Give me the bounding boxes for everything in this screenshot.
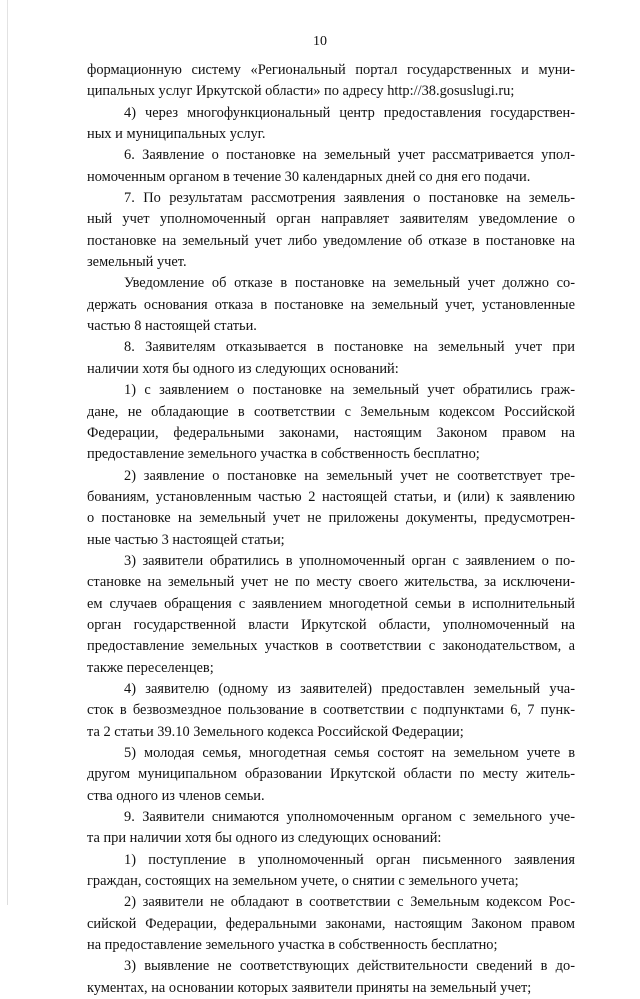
text-line: бованиям, установленным частью 2 настоящей статьи, и (или) к заявлению (87, 488, 575, 505)
text-line: другом муниципальном образовании Иркутской области по месту житель- (87, 766, 575, 783)
text-line: частью 8 настоящей статьи. (87, 318, 257, 335)
document-body (87, 60, 575, 999)
text-line: 1) поступление в уполномоченный орган письменного заявления (124, 851, 575, 868)
text-line: постановке на земельный учет либо уведомление об отказе в постановке на (87, 232, 575, 249)
text-line: ные частью 3 настоящей статьи; (87, 531, 285, 548)
text-line: 2) заявители не обладают в соответствии с Земельным кодексом Рос- (124, 894, 575, 911)
text-line: дане, не обладающие в соответствии с Земельным кодексом Российской (87, 403, 575, 420)
text-line: Уведомление об отказе в постановке на земельный учет должно со- (124, 275, 575, 292)
text-line: 3) выявление не соответствующих действительности сведений в до- (124, 958, 575, 975)
text-line: становке на земельный учет не по месту своего жительства, за исключени- (87, 574, 575, 591)
text-line: о постановке на земельный учет не приложены документы, предусмотрен- (87, 510, 575, 527)
text-line: 4) через многофункциональный центр предоставления государствен- (124, 104, 575, 121)
text-line: формационную систему «Региональный портал государственных и муни- (87, 62, 575, 78)
text-line: граждан, состоящих на земельном учете, о снятии с земельного учета; (87, 873, 519, 890)
text-line: 5) молодая семья, многодетная семья состоят на земельном учете в (124, 745, 575, 761)
text-line: ных и муниципальных услуг. (87, 126, 266, 143)
text-line: земельный учет. (87, 254, 187, 271)
text-line: кументах, на основании которых заявители приняты на земельный учет; (87, 979, 532, 996)
text-line: 6. Заявление о постановке на земельный учет рассматривается упол- (124, 147, 575, 164)
scan-edge-line (7, 0, 8, 905)
text-line: ства одного из членов семьи. (87, 787, 265, 804)
text-line: сток в безвозмездное пользование в соответствии с подпунктами 6, 7 пунк- (87, 702, 575, 719)
text-line: 3) заявители обратились в уполномоченный орган с заявлением о по- (124, 552, 575, 569)
text-line: номоченным органом в течение 30 календарных дней со дня его подачи. (87, 168, 531, 185)
text-line: 4) заявителю (одному из заявителей) предоставлен земельный уча- (124, 680, 575, 697)
text-line: наличии хотя бы одного из следующих оснований: (87, 360, 399, 377)
text-line: 2) заявление о постановке на земельный учет не соответствует тре- (124, 467, 575, 484)
text-line: также переселенцев; (87, 659, 214, 676)
text-line: 9. Заявители снимаются уполномоченным органом с земельного уче- (124, 809, 575, 826)
text-line: та 2 статьи 39.10 Земельного кодекса Российской Федерации; (87, 723, 464, 740)
text-line: 7. По результатам рассмотрения заявления о постановке на земель- (124, 190, 575, 207)
text-line: 8. Заявителям отказывается в постановке на земельный учет при (124, 339, 575, 356)
text-line: Федерации, федеральными законами, настоящим Законом правом на (87, 424, 575, 441)
text-line: на предоставление земельного участка в собственность бесплатно; (87, 937, 498, 954)
page-number: 10 (313, 34, 327, 49)
text-line: та при наличии хотя бы одного из следующих оснований: (87, 830, 442, 847)
text-line: орган государственной власти Иркутской области, уполномоченный на (87, 616, 575, 633)
text-line: ный учет уполномоченный орган направляет заявителям уведомление о (87, 211, 575, 228)
text-line: ем случаев обращения с заявлением многодетной семьи в исполнительный (87, 595, 575, 612)
text-line: предоставление земельного участка в собственность бесплатно; (87, 446, 480, 463)
text-line: ципальных услуг Иркутской области» по адресу http://38.gosuslugi.ru; (87, 83, 515, 100)
text-line: держать основания отказа в постановке на земельный учет, установленные (87, 296, 575, 313)
text-line: сийской Федерации, федеральными законами, настоящим Законом правом (87, 915, 575, 932)
text-line: предоставление земельных участков в соответствии с законодательством, а (87, 638, 575, 655)
text-line: 1) с заявлением о постановке на земельный учет обратились граж- (124, 382, 575, 399)
